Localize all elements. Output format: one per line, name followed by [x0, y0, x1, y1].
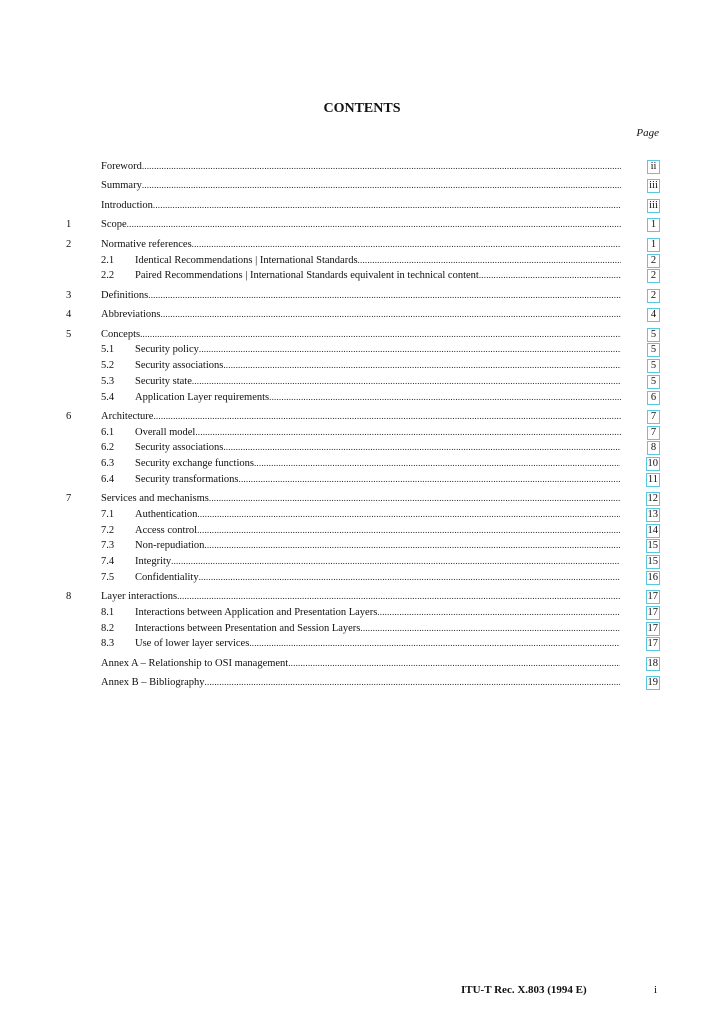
- footer-document-id: ITU-T Rec. X.803 (1994 E): [461, 984, 587, 996]
- toc-entry: [66, 570, 660, 586]
- toc-entry: [66, 288, 660, 304]
- toc-page-link[interactable]: 19: [647, 677, 658, 689]
- toc-entry-title: Security policy: [135, 344, 199, 356]
- toc-entry-number: 8.3: [101, 638, 115, 650]
- toc-entry-title: Security associations: [135, 360, 224, 372]
- toc-entry-number: 4: [66, 309, 72, 321]
- dot-leader: [479, 268, 621, 284]
- toc-page-link[interactable]: 16: [647, 571, 658, 583]
- toc-entry-number: 6.3: [101, 458, 115, 470]
- toc-entry: [66, 675, 660, 691]
- toc-page-link[interactable]: 5: [647, 375, 660, 389]
- toc-entry-number: 7.4: [101, 555, 115, 567]
- toc-entry-title: Paired Recommendations | International Standards equivalent in technical content: [135, 270, 479, 282]
- toc-entry-number: 5.3: [101, 375, 115, 387]
- dot-leader: [254, 456, 620, 472]
- toc-entry-title: Concepts: [101, 328, 141, 340]
- toc-entry-title: Access control: [135, 524, 198, 536]
- toc-entry: [66, 538, 660, 554]
- toc-page-link[interactable]: 12: [647, 493, 658, 505]
- toc-entry: [66, 198, 660, 214]
- toc-page-link[interactable]: 10: [647, 458, 658, 470]
- toc-entry-title: Annex A – Relationship to OSI management: [101, 657, 289, 669]
- toc-entry-number: 6.4: [101, 473, 115, 485]
- toc-entry-title: Scope: [101, 219, 127, 231]
- toc-entry: [66, 554, 660, 570]
- dot-leader: [377, 605, 619, 621]
- toc-page-link[interactable]: 17: [647, 622, 658, 634]
- toc-entry-title: Layer interactions: [101, 591, 178, 603]
- toc-entry: [66, 472, 660, 488]
- toc-entry-number: 7.2: [101, 524, 115, 536]
- table-of-contents: [66, 159, 660, 691]
- toc-entry-title: Abbreviations: [101, 309, 161, 321]
- toc-entry-number: 6.1: [101, 426, 115, 438]
- toc-entry-number: 5.4: [101, 391, 115, 403]
- dot-leader: [161, 307, 622, 323]
- dot-leader: [209, 491, 620, 507]
- toc-page-link[interactable]: 18: [647, 657, 658, 669]
- dot-leader: [148, 288, 621, 304]
- toc-entry-title: Normative references: [101, 238, 192, 250]
- toc-entry: [66, 268, 660, 284]
- toc-page-link[interactable]: 1: [647, 218, 660, 232]
- toc-entry: [66, 159, 660, 175]
- toc-entry-number: 8.2: [101, 622, 115, 634]
- toc-entry-number: 8.1: [101, 606, 115, 618]
- dot-leader: [171, 554, 619, 570]
- toc-page-link[interactable]: 17: [647, 591, 658, 603]
- toc-entry-number: 5: [66, 328, 72, 340]
- toc-page-link[interactable]: 1: [647, 238, 660, 252]
- toc-entry: [66, 440, 660, 456]
- toc-page-link[interactable]: 5: [647, 343, 660, 357]
- toc-entry-title: Use of lower layer services: [135, 638, 250, 650]
- toc-entry-number: 7.3: [101, 540, 115, 552]
- toc-entry-title: Services and mechanisms: [101, 493, 209, 505]
- toc-entry-title: Application Layer requirements: [135, 391, 270, 403]
- dot-leader: [288, 656, 619, 672]
- toc-page-link[interactable]: 17: [647, 638, 658, 650]
- dot-leader: [177, 589, 619, 605]
- dot-leader: [197, 507, 619, 523]
- toc-entry-title: Overall model: [135, 426, 196, 438]
- toc-page-link[interactable]: ii: [647, 160, 660, 174]
- toc-entry-title: Interactions between Presentation and Session Layers: [135, 622, 361, 634]
- toc-entry-title: Non-repudiation: [135, 540, 205, 552]
- toc-entry-title: Integrity: [135, 555, 172, 567]
- toc-entry: [66, 507, 660, 523]
- toc-entry: [66, 390, 660, 406]
- toc-page-link[interactable]: 5: [647, 328, 660, 342]
- toc-page-link[interactable]: iii: [647, 199, 660, 213]
- dot-leader: [223, 358, 621, 374]
- dot-leader: [269, 390, 621, 406]
- toc-entry-title: Interactions between Application and Presentation Layers: [135, 606, 378, 618]
- toc-entry: [66, 589, 660, 605]
- toc-entry-number: 6.2: [101, 442, 115, 454]
- toc-entry: [66, 327, 660, 343]
- toc-page-link[interactable]: iii: [647, 179, 660, 193]
- toc-entry: [66, 374, 660, 390]
- toc-entry-title: Introduction: [101, 199, 153, 211]
- toc-entry-title: Summary: [101, 180, 142, 192]
- dot-leader: [205, 675, 620, 691]
- toc-entry: [66, 307, 660, 323]
- toc-page-link[interactable]: 17: [647, 606, 658, 618]
- toc-entry-title: Definitions: [101, 289, 149, 301]
- footer-page-number: i: [654, 984, 658, 996]
- toc-page-link[interactable]: 2: [647, 254, 660, 268]
- toc-entry-title: Confidentiality: [135, 571, 199, 583]
- dot-leader: [153, 409, 621, 425]
- toc-entry: [66, 621, 660, 637]
- toc-page-link[interactable]: 6: [647, 391, 660, 405]
- toc-entry: [66, 409, 660, 425]
- toc-entry-number: 6: [66, 411, 72, 422]
- toc-page-link[interactable]: 15: [647, 540, 658, 552]
- dot-leader: [195, 425, 621, 441]
- toc-entry: [66, 656, 660, 672]
- toc-page-link[interactable]: 2: [647, 289, 660, 303]
- toc-entry-title: Security exchange functions: [135, 458, 254, 470]
- dot-leader: [192, 374, 621, 390]
- toc-entry: [66, 456, 660, 472]
- toc-entry-title: Authentication: [135, 508, 198, 520]
- toc-entry-number: 7: [66, 493, 72, 505]
- dot-leader: [360, 621, 619, 637]
- toc-page-link[interactable]: 15: [647, 555, 658, 567]
- toc-entry: [66, 358, 660, 374]
- dot-leader: [140, 327, 621, 343]
- dot-leader: [199, 342, 621, 358]
- toc-entry-number: 1: [66, 219, 72, 231]
- dot-leader: [142, 159, 621, 175]
- toc-entry: [66, 178, 660, 194]
- toc-entry-title: Security associations: [135, 442, 224, 454]
- toc-entry-title: Security transformations: [135, 473, 239, 485]
- toc-page-link[interactable]: 2: [647, 269, 660, 283]
- toc-entry: [66, 217, 660, 233]
- toc-entry-title: Security state: [135, 375, 192, 387]
- dot-leader: [192, 237, 621, 253]
- page-title: CONTENTS: [323, 101, 401, 116]
- toc-page-link[interactable]: 7: [647, 410, 660, 424]
- toc-entry-number: 5.2: [101, 360, 115, 372]
- dot-leader: [204, 538, 619, 554]
- toc-entry: [66, 237, 660, 253]
- toc-page-link[interactable]: 7: [647, 426, 660, 440]
- toc-page-link[interactable]: 13: [647, 508, 658, 520]
- toc-entry-title: Architecture: [101, 411, 154, 422]
- toc-entry: [66, 425, 660, 441]
- dot-leader: [358, 253, 621, 269]
- toc-entry-number: 5.1: [101, 344, 115, 356]
- dot-leader: [153, 198, 621, 214]
- toc-entry-number: 2.1: [101, 254, 115, 266]
- toc-entry-number: 2: [66, 238, 72, 250]
- dot-leader: [223, 440, 621, 456]
- toc-entry-number: 7.1: [101, 508, 115, 520]
- toc-entry-number: 2.2: [101, 270, 115, 282]
- toc-entry-number: 3: [66, 289, 72, 301]
- toc-page-link[interactable]: 4: [647, 308, 660, 322]
- dot-leader: [199, 570, 620, 586]
- dot-leader: [142, 178, 621, 194]
- toc-entry: [66, 342, 660, 358]
- dot-leader: [239, 472, 620, 488]
- toc-page-link[interactable]: 14: [647, 524, 658, 536]
- toc-page-link[interactable]: 5: [647, 359, 660, 373]
- dot-leader: [127, 217, 621, 233]
- toc-entry: [66, 253, 660, 269]
- toc-entry-title: Annex B – Bibliography: [101, 677, 205, 689]
- dot-leader: [249, 636, 619, 652]
- page-column-label: Page: [636, 127, 659, 139]
- toc-entry-number: 7.5: [101, 571, 115, 583]
- toc-entry-number: 8: [66, 591, 72, 603]
- toc-page-link[interactable]: 11: [647, 473, 658, 485]
- toc-entry: [66, 491, 660, 507]
- toc-entry: [66, 636, 660, 652]
- toc-entry-title: Foreword: [101, 161, 142, 172]
- dot-leader: [197, 523, 619, 539]
- toc-entry-title: Identical Recommendations | International Standards: [135, 254, 358, 266]
- toc-entry: [66, 605, 660, 621]
- toc-entry: [66, 523, 660, 539]
- toc-page-link[interactable]: 8: [647, 441, 660, 455]
